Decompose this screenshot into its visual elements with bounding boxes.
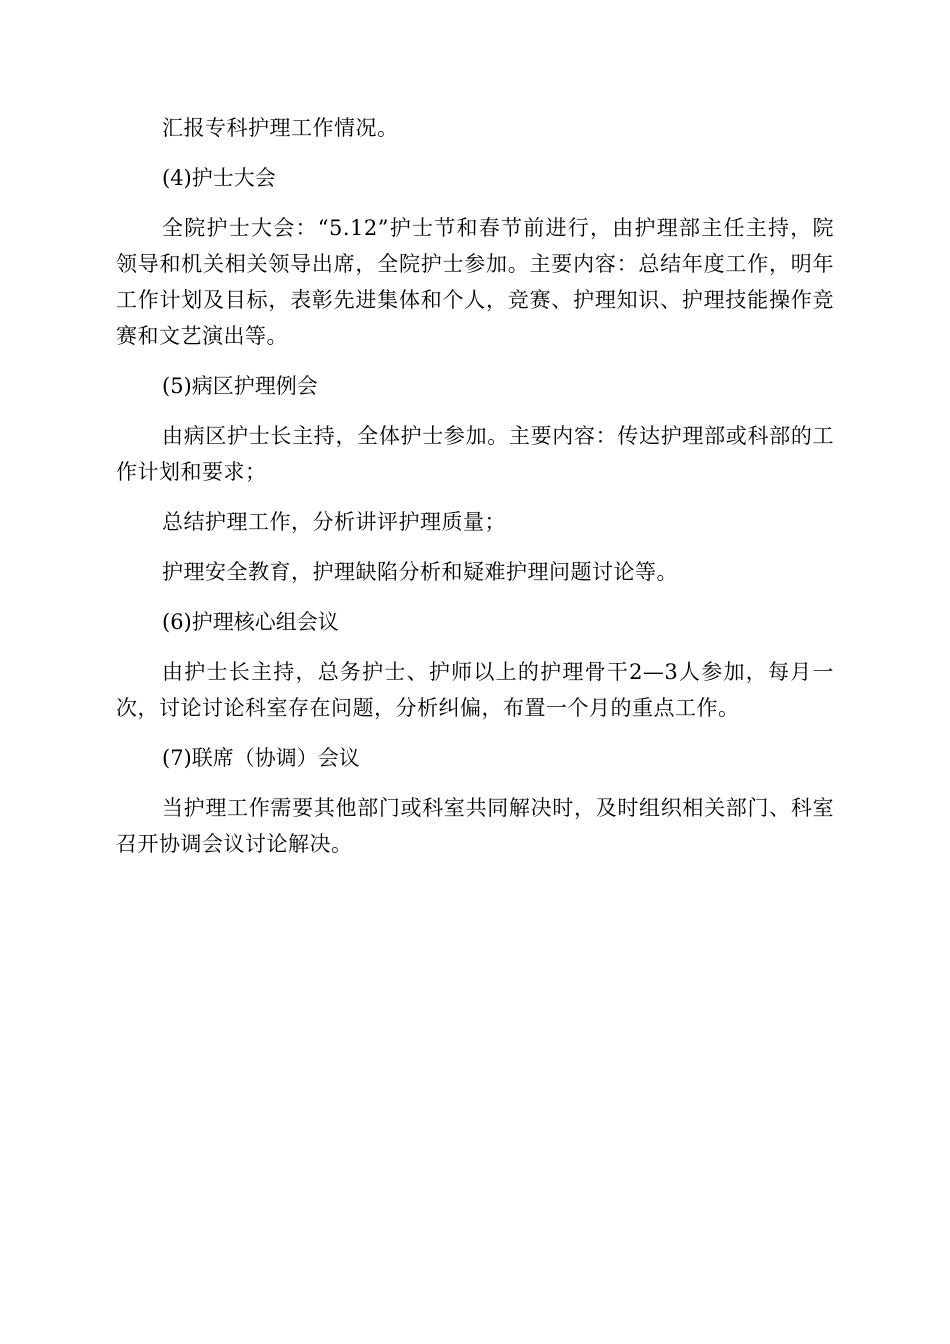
paragraph-core-group-meeting: 由护士长主持，总务护士、护师以上的护理骨干2—3人参加，每月一次，讨论讨论科室存在问题，分析纠偏，布置一个月的重点工作。 xyxy=(116,660,834,720)
paragraph-ward-meeting: 由病区护士长主持，全体护士参加。主要内容：传达护理部或科部的工作计划和要求； xyxy=(116,424,834,484)
spacer xyxy=(116,196,834,210)
heading-core-group-meeting: (6)护理核心组会议 xyxy=(162,610,339,634)
spacer xyxy=(116,776,834,790)
heading-ward-meeting: (5)病区护理例会 xyxy=(162,374,318,398)
spacer xyxy=(116,354,834,368)
spacer xyxy=(116,146,834,160)
spacer xyxy=(116,404,834,418)
paragraph-nurses-assembly: 全院护士大会：“5.12”护士节和春节前进行，由护理部主任主持，院领导和机关相关领导出席，全院护士参加。主要内容：总结年度工作，明年工作计划及目标，表彰先进集体和个人，竞赛、护理知识、护理技能操作竞赛和文艺演出等。 xyxy=(116,216,834,348)
spacer xyxy=(116,540,834,554)
document-body xyxy=(116,110,834,862)
spacer xyxy=(116,726,834,740)
paragraph-safety-education: 护理安全教育，护理缺陷分析和疑难护理问题讨论等。 xyxy=(162,560,678,584)
spacer xyxy=(116,640,834,654)
heading-nurses-assembly: (4)护士大会 xyxy=(162,166,276,190)
paragraph-joint-meeting: 当护理工作需要其他部门或科室共同解决时，及时组织相关部门、科室召开协调会议讨论解决。 xyxy=(116,796,834,856)
heading-joint-meeting: (7)联席（协调）会议 xyxy=(162,746,360,770)
paragraph-report-specialty: 汇报专科护理工作情况。 xyxy=(162,116,399,140)
paragraph-summary-quality: 总结护理工作，分析讲评护理质量； xyxy=(162,510,506,534)
spacer xyxy=(116,490,834,504)
spacer xyxy=(116,590,834,604)
